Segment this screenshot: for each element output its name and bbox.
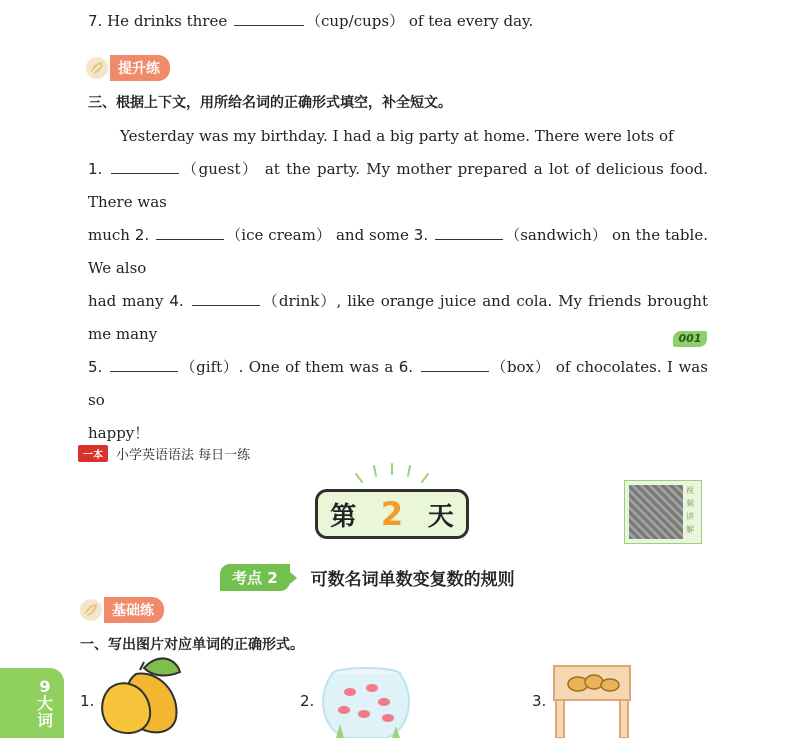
blank-4[interactable] — [192, 291, 260, 306]
cloze-passage — [88, 120, 708, 450]
leaf-icon — [80, 599, 102, 621]
section-3-heading: 三、根据上下文，用所给名词的正确形式填空，补全短文。 — [88, 95, 452, 111]
blank-6[interactable] — [421, 357, 489, 372]
series-title: 小学英语语法 每日一练 — [116, 448, 251, 463]
key-point-header — [220, 564, 515, 591]
blank-2[interactable] — [156, 225, 224, 240]
basic-practice-tag — [80, 597, 164, 623]
publisher-logo: 一本 — [78, 445, 108, 462]
day-number: 2 — [380, 495, 404, 533]
passage-line-1: Yesterday was my birthday. I had a big party at home. There were lots of — [120, 127, 674, 145]
item-hint: （cup/cups） — [306, 12, 405, 30]
upgrade-practice-tag — [86, 55, 170, 81]
picture-2-number: 2. — [300, 692, 315, 710]
section-1-heading: 一、写出图片对应单词的正确形式。 — [80, 637, 304, 653]
potatoes-on-table-icon — [552, 664, 632, 738]
qr-label: 视频讲解 — [686, 486, 694, 534]
item-text-before: He drinks three — [107, 12, 228, 30]
sparkle-decoration-icon — [352, 462, 432, 484]
blank-5[interactable] — [110, 357, 178, 372]
day-badge — [315, 489, 469, 539]
qr-code-icon — [629, 485, 683, 539]
video-qr-code[interactable] — [624, 480, 702, 544]
day-left-char: 第 — [330, 501, 357, 532]
exercise-item-7 — [88, 10, 533, 31]
goldfish-bowl-icon — [316, 666, 416, 738]
side-tab-char-2: 词 — [36, 711, 53, 730]
page-number: 001 — [673, 331, 707, 347]
key-point-label: 考点 2 — [220, 564, 290, 591]
passage-line-6: happy！ — [88, 424, 150, 442]
picture-3-number: 3. — [532, 692, 547, 710]
day-right-char: 天 — [427, 501, 454, 532]
answer-blank[interactable] — [234, 11, 304, 26]
basic-practice-label: 基础练 — [104, 597, 164, 623]
leaf-icon — [86, 57, 108, 79]
passage-line-2: 1. （guest） at the party. My mother prepared a lot of delicious food. There was — [88, 160, 708, 211]
passage-line-3: much 2. （ice cream） and some 3. （sandwich） on the table. We also — [88, 226, 708, 277]
upgrade-practice-label: 提升练 — [110, 55, 170, 81]
side-chapter-tab[interactable] — [0, 668, 64, 738]
key-point-title: 可数名词单数变复数的规则 — [310, 570, 515, 590]
blank-1[interactable] — [111, 159, 179, 174]
passage-line-4: had many 4. （drink）, like orange juice and cola. My friends brought me many — [88, 292, 708, 343]
item-text-after: of tea every day. — [408, 12, 534, 30]
series-header — [78, 444, 250, 463]
arrow-icon — [290, 572, 297, 584]
side-tab-number: 9 — [39, 677, 51, 696]
side-tab-char-1: 大 — [36, 694, 53, 713]
picture-1-number: 1. — [80, 692, 95, 710]
passage-line-5: 5. （gift）. One of them was a 6. （box） of chocolates. I was so — [88, 358, 708, 409]
blank-3[interactable] — [435, 225, 503, 240]
mango-icon — [96, 640, 184, 738]
item-number: 7. — [88, 12, 103, 30]
